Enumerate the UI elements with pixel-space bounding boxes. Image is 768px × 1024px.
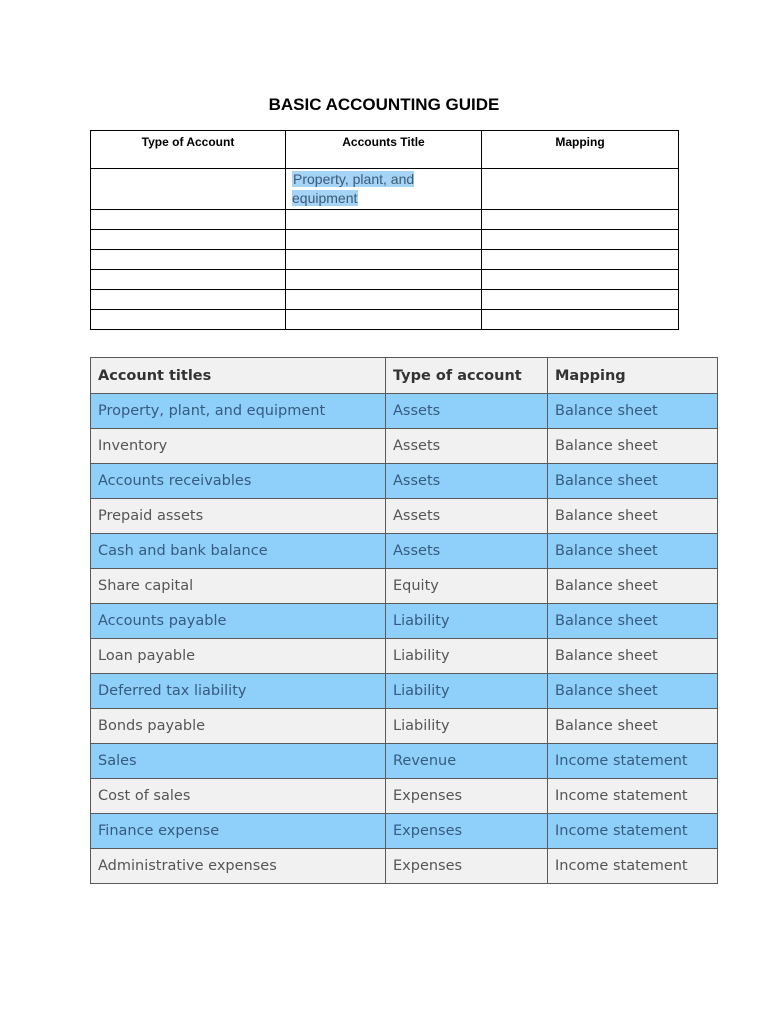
account-title-cell: Sales [91,744,386,779]
account-title-cell: Share capital [91,569,386,604]
mapping-cell: Income statement [548,849,718,884]
mapping-cell: Balance sheet [548,639,718,674]
table-row [91,709,718,744]
table-row [91,849,718,884]
blank-mapping-table [90,130,679,330]
table-cell[interactable] [286,210,482,230]
table-row [91,270,679,290]
table-row [91,814,718,849]
table-cell[interactable] [482,250,679,270]
table-row [91,290,679,310]
account-type-cell: Liability [386,639,548,674]
account-title-cell: Finance expense [91,814,386,849]
account-mapping-table [90,357,718,884]
account-title-cell: Prepaid assets [91,499,386,534]
account-type-cell: Assets [386,464,548,499]
table-row [91,169,679,210]
mapping-cell: Balance sheet [548,499,718,534]
account-type-cell: Expenses [386,814,548,849]
table-cell[interactable] [91,290,286,310]
header-account-titles: Account titles [91,358,386,394]
table-cell[interactable] [482,230,679,250]
account-title-cell: Loan payable [91,639,386,674]
table-cell[interactable] [91,210,286,230]
header-mapping: Mapping [548,358,718,394]
account-type-cell: Assets [386,534,548,569]
header-type-of-account: Type of Account [91,131,286,169]
mapping-cell: Income statement [548,744,718,779]
table-row [91,250,679,270]
account-type-cell: Assets [386,429,548,464]
account-title-cell: Accounts payable [91,604,386,639]
table-cell[interactable] [91,270,286,290]
account-title-cell: Inventory [91,429,386,464]
table-row [91,210,679,230]
table-cell[interactable] [91,169,286,210]
account-title-cell: Cash and bank balance [91,534,386,569]
table-row [91,464,718,499]
account-title-cell: Accounts receivables [91,464,386,499]
mapping-cell: Balance sheet [548,394,718,429]
table-cell[interactable] [91,250,286,270]
account-type-cell: Assets [386,499,548,534]
table-row [91,499,718,534]
table-row [91,569,718,604]
account-type-cell: Expenses [386,849,548,884]
mapping-cell: Income statement [548,814,718,849]
table-cell[interactable] [91,230,286,250]
table-row [91,394,718,429]
account-type-cell: Liability [386,604,548,639]
header-mapping: Mapping [482,131,679,169]
table-cell[interactable] [482,169,679,210]
table-cell[interactable] [482,310,679,330]
mapping-cell: Income statement [548,779,718,814]
table-cell[interactable] [286,310,482,330]
account-title-cell: Bonds payable [91,709,386,744]
account-title-cell: Cost of sales [91,779,386,814]
mapping-cell: Balance sheet [548,709,718,744]
page-title: BASIC ACCOUNTING GUIDE [268,95,500,114]
account-title-cell: Administrative expenses [91,849,386,884]
table-row [91,674,718,709]
mapping-cell: Balance sheet [548,674,718,709]
table-row [91,744,718,779]
account-type-cell: Assets [386,394,548,429]
account-type-cell: Equity [386,569,548,604]
mapping-cell: Balance sheet [548,429,718,464]
table-cell[interactable] [286,290,482,310]
header-type-of-account: Type of account [386,358,548,394]
account-title-cell: Deferred tax liability [91,674,386,709]
table-row [91,639,718,674]
selected-text[interactable]: Property, plant, and equipment [292,171,415,206]
table-cell[interactable] [482,210,679,230]
account-title-cell: Property, plant, and equipment [91,394,386,429]
mapping-cell: Balance sheet [548,604,718,639]
table-cell[interactable] [482,270,679,290]
account-type-cell: Liability [386,709,548,744]
account-type-cell: Revenue [386,744,548,779]
table-cell[interactable] [91,310,286,330]
mapping-cell: Balance sheet [548,534,718,569]
table-cell[interactable] [286,250,482,270]
table-row [91,429,718,464]
table-row [91,310,679,330]
table-cell[interactable] [286,169,482,210]
table-header-row [91,358,718,394]
account-type-cell: Liability [386,674,548,709]
table-row [91,604,718,639]
table-cell[interactable] [286,270,482,290]
mapping-cell: Balance sheet [548,569,718,604]
mapping-cell: Balance sheet [548,464,718,499]
table-row [91,534,718,569]
table-header-row [91,131,679,169]
table-row [91,230,679,250]
table-cell[interactable] [482,290,679,310]
table-row [91,779,718,814]
table-cell[interactable] [286,230,482,250]
header-accounts-title: Accounts Title [286,131,482,169]
account-type-cell: Expenses [386,779,548,814]
